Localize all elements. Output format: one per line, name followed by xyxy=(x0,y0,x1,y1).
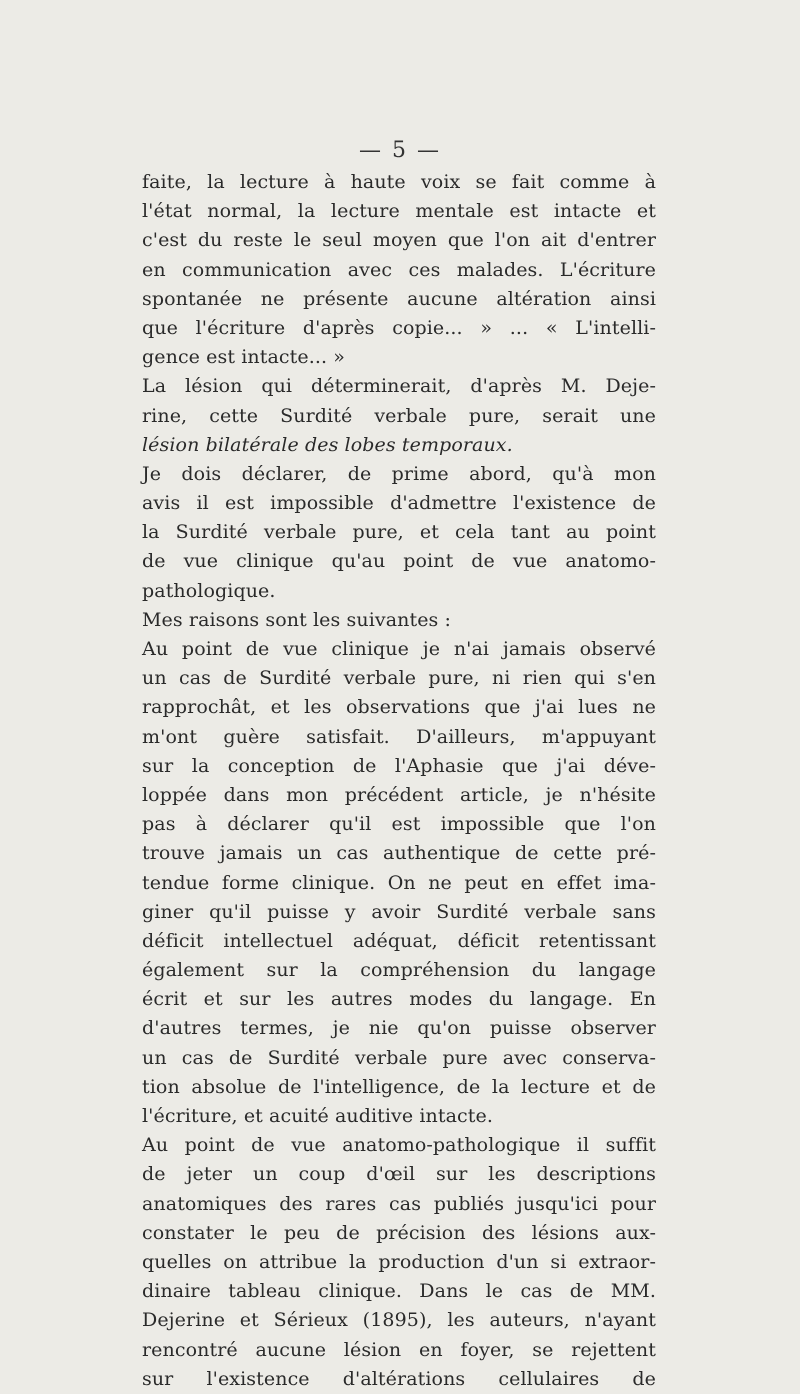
text-line: giner qu'il puisse y avoir Surdité verbale sans xyxy=(142,900,656,923)
text-line: spontanée ne présente aucune altération ainsi xyxy=(142,287,656,310)
text-line: pathologique. xyxy=(142,579,276,602)
text-line: déficit intellectuel adéquat, déficit retentissant xyxy=(142,929,656,952)
text-line: que l'écriture d'après copie... » ... « L'intelli- xyxy=(142,316,656,339)
text-line: l'écriture, et acuité auditive intacte. xyxy=(142,1105,494,1127)
text-line: en communication avec ces malades. L'écriture xyxy=(142,258,656,281)
text-line: tendue forme clinique. On ne peut en effet ima- xyxy=(142,871,656,894)
text-line: Au point de vue clinique je n'ai jamais observé xyxy=(142,638,656,660)
text-line: tion absolue de l'intelligence, de la lecture et de xyxy=(142,1075,656,1098)
text-line: faite, la lecture à haute voix se fait comme à xyxy=(142,171,656,193)
page-number: — 5 — xyxy=(359,138,441,163)
text-line: de vue clinique qu'au point de vue anatomo- xyxy=(142,550,656,573)
text-line: lésion bilatérale des lobes temporaux. xyxy=(142,433,513,456)
text-line: d'autres termes, je nie qu'on puisse observer xyxy=(142,1017,656,1040)
text-line: quelles on attribue la production d'un si extraor- xyxy=(142,1250,656,1273)
text-line: m'ont guère satisfait. D'ailleurs, m'appuyant xyxy=(142,725,656,748)
text-line: rine, cette Surdité verbale pure, serait une xyxy=(142,404,656,427)
text-line: Au point de vue anatomo-pathologique il suffit xyxy=(142,1134,656,1157)
text-line: Dejerine et Sérieux (1895), les auteurs, n'ayant xyxy=(142,1309,656,1332)
text-line: trouve jamais un cas authentique de cette pré- xyxy=(142,842,656,865)
text-line: c'est du reste le seul moyen que l'on ait d'entrer xyxy=(142,229,656,252)
text-line: gence est intacte... » xyxy=(142,346,346,369)
text-line: l'état normal, la lecture mentale est intacte et xyxy=(142,200,656,223)
text-line: pas à déclarer qu'il est impossible que l'on xyxy=(142,813,656,836)
text-line: loppée dans mon précédent article, je n'hésite xyxy=(142,783,656,806)
text-line: de jeter un coup d'œil sur les descriptions xyxy=(142,1163,656,1186)
text-line: la Surdité verbale pure, et cela tant au point xyxy=(142,521,656,544)
text-line: sur l'existence d'altérations cellulaires de xyxy=(142,1367,656,1390)
text-line: Mes raisons sont les suivantes : xyxy=(142,608,452,631)
text-line: sur la conception de l'Aphasie que j'ai déve- xyxy=(142,754,656,777)
text-line: également sur la compréhension du langage xyxy=(142,959,656,982)
text-line: La lésion qui déterminerait, d'après M. Deje- xyxy=(142,375,656,398)
text-line: un cas de Surdité verbale pure avec conserva- xyxy=(142,1046,656,1069)
text-line: un cas de Surdité verbale pure, ni rien qui s'en xyxy=(142,667,656,690)
text-line: Je dois déclarer, de prime abord, qu'à mon xyxy=(142,462,656,485)
text-line: rapprochât, et les observations que j'ai lues ne xyxy=(142,696,656,719)
text-line: écrit et sur les autres modes du langage. En xyxy=(142,988,656,1011)
text-line: anatomiques des rares cas publiés jusqu'ici pour xyxy=(142,1192,656,1215)
body-text xyxy=(142,168,656,1394)
text-line: dinaire tableau clinique. Dans le cas de MM. xyxy=(142,1280,656,1303)
text-line: constater le peu de précision des lésions aux- xyxy=(142,1221,656,1244)
text-line: avis il est impossible d'admettre l'existence de xyxy=(142,492,656,515)
text-line: rencontré aucune lésion en foyer, se rejettent xyxy=(142,1338,656,1361)
